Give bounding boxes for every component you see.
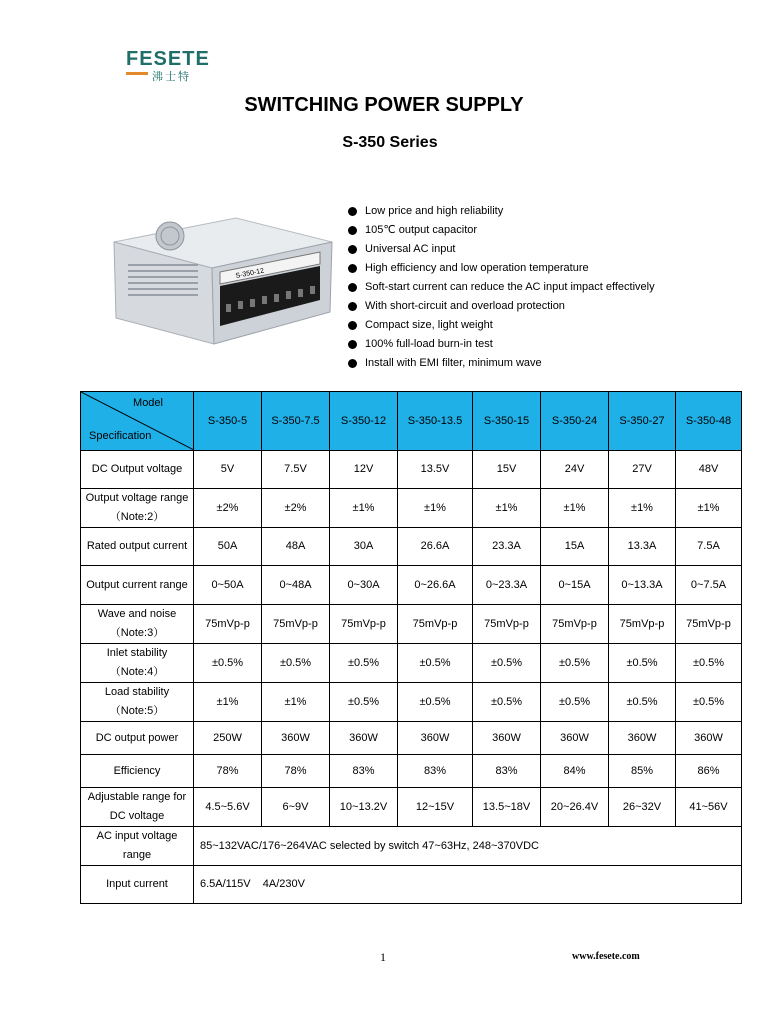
table-cell: 75mVp-p [398, 605, 473, 644]
table-cell: 360W [609, 722, 676, 755]
table-cell: 360W [473, 722, 541, 755]
table-cell: 4.5~5.6V [194, 788, 262, 827]
table-cell: 13.5V [398, 451, 473, 489]
specification-table [80, 391, 742, 904]
table-row [81, 755, 742, 788]
product-image [108, 208, 336, 358]
table-cell: 7.5A [676, 528, 742, 566]
model-column-header: S-350-7.5 [262, 392, 330, 451]
feature-item: Universal AC input [348, 240, 655, 259]
logo-wordmark: FESETE [126, 48, 210, 70]
feature-item: 100% full-load burn-in test [348, 335, 655, 354]
table-cell: 86% [676, 755, 742, 788]
table-cell: 84% [541, 755, 609, 788]
bullet-icon [348, 321, 357, 330]
table-cell: 5V [194, 451, 262, 489]
feature-item: Low price and high reliability [348, 202, 655, 221]
table-cell: 6~9V [262, 788, 330, 827]
table-cell: 360W [541, 722, 609, 755]
table-row [81, 683, 742, 722]
table-cell: 0~15A [541, 566, 609, 605]
logo-accent-bar [126, 72, 148, 75]
table-cell: 26.6A [398, 528, 473, 566]
table-row [81, 827, 742, 866]
table-cell: ±0.5% [398, 644, 473, 683]
bullet-icon [348, 226, 357, 235]
model-column-header: S-350-27 [609, 392, 676, 451]
input-current-value: 6.5A/115V 4A/230V [194, 866, 742, 904]
table-cell: 360W [398, 722, 473, 755]
feature-item: With short-circuit and overload protection [348, 297, 655, 316]
model-column-header: S-350-15 [473, 392, 541, 451]
row-label: Inlet stability （Note:4） [81, 644, 194, 683]
row-label: Wave and noise （Note:3） [81, 605, 194, 644]
row-label: Output current range [81, 566, 194, 605]
feature-item: Soft-start current can reduce the AC input impact effectively [348, 278, 655, 297]
table-cell: ±0.5% [194, 644, 262, 683]
table-cell: 26~32V [609, 788, 676, 827]
model-column-header: S-350-12 [330, 392, 398, 451]
row-label: Output voltage range（Note:2） [81, 489, 194, 528]
table-cell: ±0.5% [330, 644, 398, 683]
table-cell: ±0.5% [541, 683, 609, 722]
table-cell: ±0.5% [262, 644, 330, 683]
table-cell: ±0.5% [473, 644, 541, 683]
table-cell: 0~50A [194, 566, 262, 605]
table-cell: 75mVp-p [609, 605, 676, 644]
model-column-header: S-350-48 [676, 392, 742, 451]
row-label: DC Output voltage [81, 451, 194, 489]
model-column-header: S-350-24 [541, 392, 609, 451]
table-cell: 360W [262, 722, 330, 755]
table-cell: 83% [398, 755, 473, 788]
table-cell: 41~56V [676, 788, 742, 827]
table-cell: 48V [676, 451, 742, 489]
table-cell: ±2% [194, 489, 262, 528]
table-cell: 0~30A [330, 566, 398, 605]
bullet-icon [348, 264, 357, 273]
table-cell: 83% [330, 755, 398, 788]
table-cell: 0~13.3A [609, 566, 676, 605]
page-subtitle: S-350 Series [342, 134, 438, 151]
table-cell: 75mVp-p [330, 605, 398, 644]
website-link[interactable]: www.fesete.com [572, 951, 640, 962]
table-cell: ±0.5% [676, 683, 742, 722]
row-label: DC output power [81, 722, 194, 755]
table-cell: 15A [541, 528, 609, 566]
bullet-icon [348, 207, 357, 216]
table-cell: 24V [541, 451, 609, 489]
table-row [81, 788, 742, 827]
feature-item: Install with EMI filter, minimum wave [348, 354, 655, 373]
row-label: Load stability （Note:5） [81, 683, 194, 722]
table-cell: ±0.5% [609, 683, 676, 722]
bullet-icon [348, 245, 357, 254]
logo-chinese-text: 沸士特 [152, 70, 191, 83]
table-cell: 30A [330, 528, 398, 566]
bullet-icon [348, 340, 357, 349]
table-cell: ±1% [262, 683, 330, 722]
table-cell: 75mVp-p [676, 605, 742, 644]
bullet-icon [348, 359, 357, 368]
table-cell: ±2% [262, 489, 330, 528]
table-cell: 0~48A [262, 566, 330, 605]
table-cell: 78% [262, 755, 330, 788]
table-cell: 75mVp-p [194, 605, 262, 644]
row-label: Rated output current [81, 528, 194, 566]
table-cell: ±1% [541, 489, 609, 528]
table-row [81, 528, 742, 566]
company-logo [116, 42, 226, 84]
table-row [81, 566, 742, 605]
bullet-icon [348, 302, 357, 311]
table-cell: 250W [194, 722, 262, 755]
table-cell: ±0.5% [676, 644, 742, 683]
bullet-icon [348, 283, 357, 292]
table-cell: 48A [262, 528, 330, 566]
table-cell: 50A [194, 528, 262, 566]
table-cell: ±1% [330, 489, 398, 528]
table-cell: 75mVp-p [262, 605, 330, 644]
table-cell: 12V [330, 451, 398, 489]
table-cell: 83% [473, 755, 541, 788]
table-cell: 75mVp-p [541, 605, 609, 644]
specification-header: Specification [89, 430, 152, 442]
model-header: Model [133, 397, 163, 409]
table-row [81, 722, 742, 755]
table-cell: ±1% [609, 489, 676, 528]
feature-item: High efficiency and low operation temperature [348, 259, 655, 278]
table-cell: 13.5~18V [473, 788, 541, 827]
table-row [81, 866, 742, 904]
row-label: Adjustable range for DC voltage [81, 788, 194, 827]
table-cell: 75mVp-p [473, 605, 541, 644]
table-cell: 7.5V [262, 451, 330, 489]
table-cell: 0~7.5A [676, 566, 742, 605]
product-model-label: S-350-12 [235, 267, 265, 280]
table-cell: 78% [194, 755, 262, 788]
row-label: AC input voltage range [81, 827, 194, 866]
page-number: 1 [380, 950, 386, 964]
table-row [81, 644, 742, 683]
feature-list [348, 202, 655, 373]
table-cell: ±0.5% [398, 683, 473, 722]
table-cell: ±1% [398, 489, 473, 528]
table-cell: 0~23.3A [473, 566, 541, 605]
table-cell: ±0.5% [541, 644, 609, 683]
table-cell: ±0.5% [609, 644, 676, 683]
table-cell: ±1% [194, 683, 262, 722]
model-column-header: S-350-5 [194, 392, 262, 451]
table-row [81, 605, 742, 644]
header-corner-cell [81, 392, 194, 451]
table-cell: 12~15V [398, 788, 473, 827]
ac-input-value: 85~132VAC/176~264VAC selected by switch 47~63Hz, 248~370VDC [194, 827, 742, 866]
table-header-row [81, 392, 742, 451]
table-cell: 27V [609, 451, 676, 489]
table-cell: ±1% [676, 489, 742, 528]
model-column-header: S-350-13.5 [398, 392, 473, 451]
table-row [81, 489, 742, 528]
table-cell: 15V [473, 451, 541, 489]
feature-item: 105℃ output capacitor [348, 221, 655, 240]
table-row [81, 451, 742, 489]
table-cell: 85% [609, 755, 676, 788]
table-cell: ±0.5% [330, 683, 398, 722]
table-cell: 13.3A [609, 528, 676, 566]
table-cell: 10~13.2V [330, 788, 398, 827]
table-cell: 23.3A [473, 528, 541, 566]
table-cell: ±1% [473, 489, 541, 528]
row-label: Efficiency [81, 755, 194, 788]
table-cell: 360W [676, 722, 742, 755]
row-label: Input current [81, 866, 194, 904]
table-cell: 360W [330, 722, 398, 755]
table-cell: 20~26.4V [541, 788, 609, 827]
table-cell: ±0.5% [473, 683, 541, 722]
page-title: SWITCHING POWER SUPPLY [244, 94, 524, 116]
table-cell: 0~26.6A [398, 566, 473, 605]
feature-item: Compact size, light weight [348, 316, 655, 335]
